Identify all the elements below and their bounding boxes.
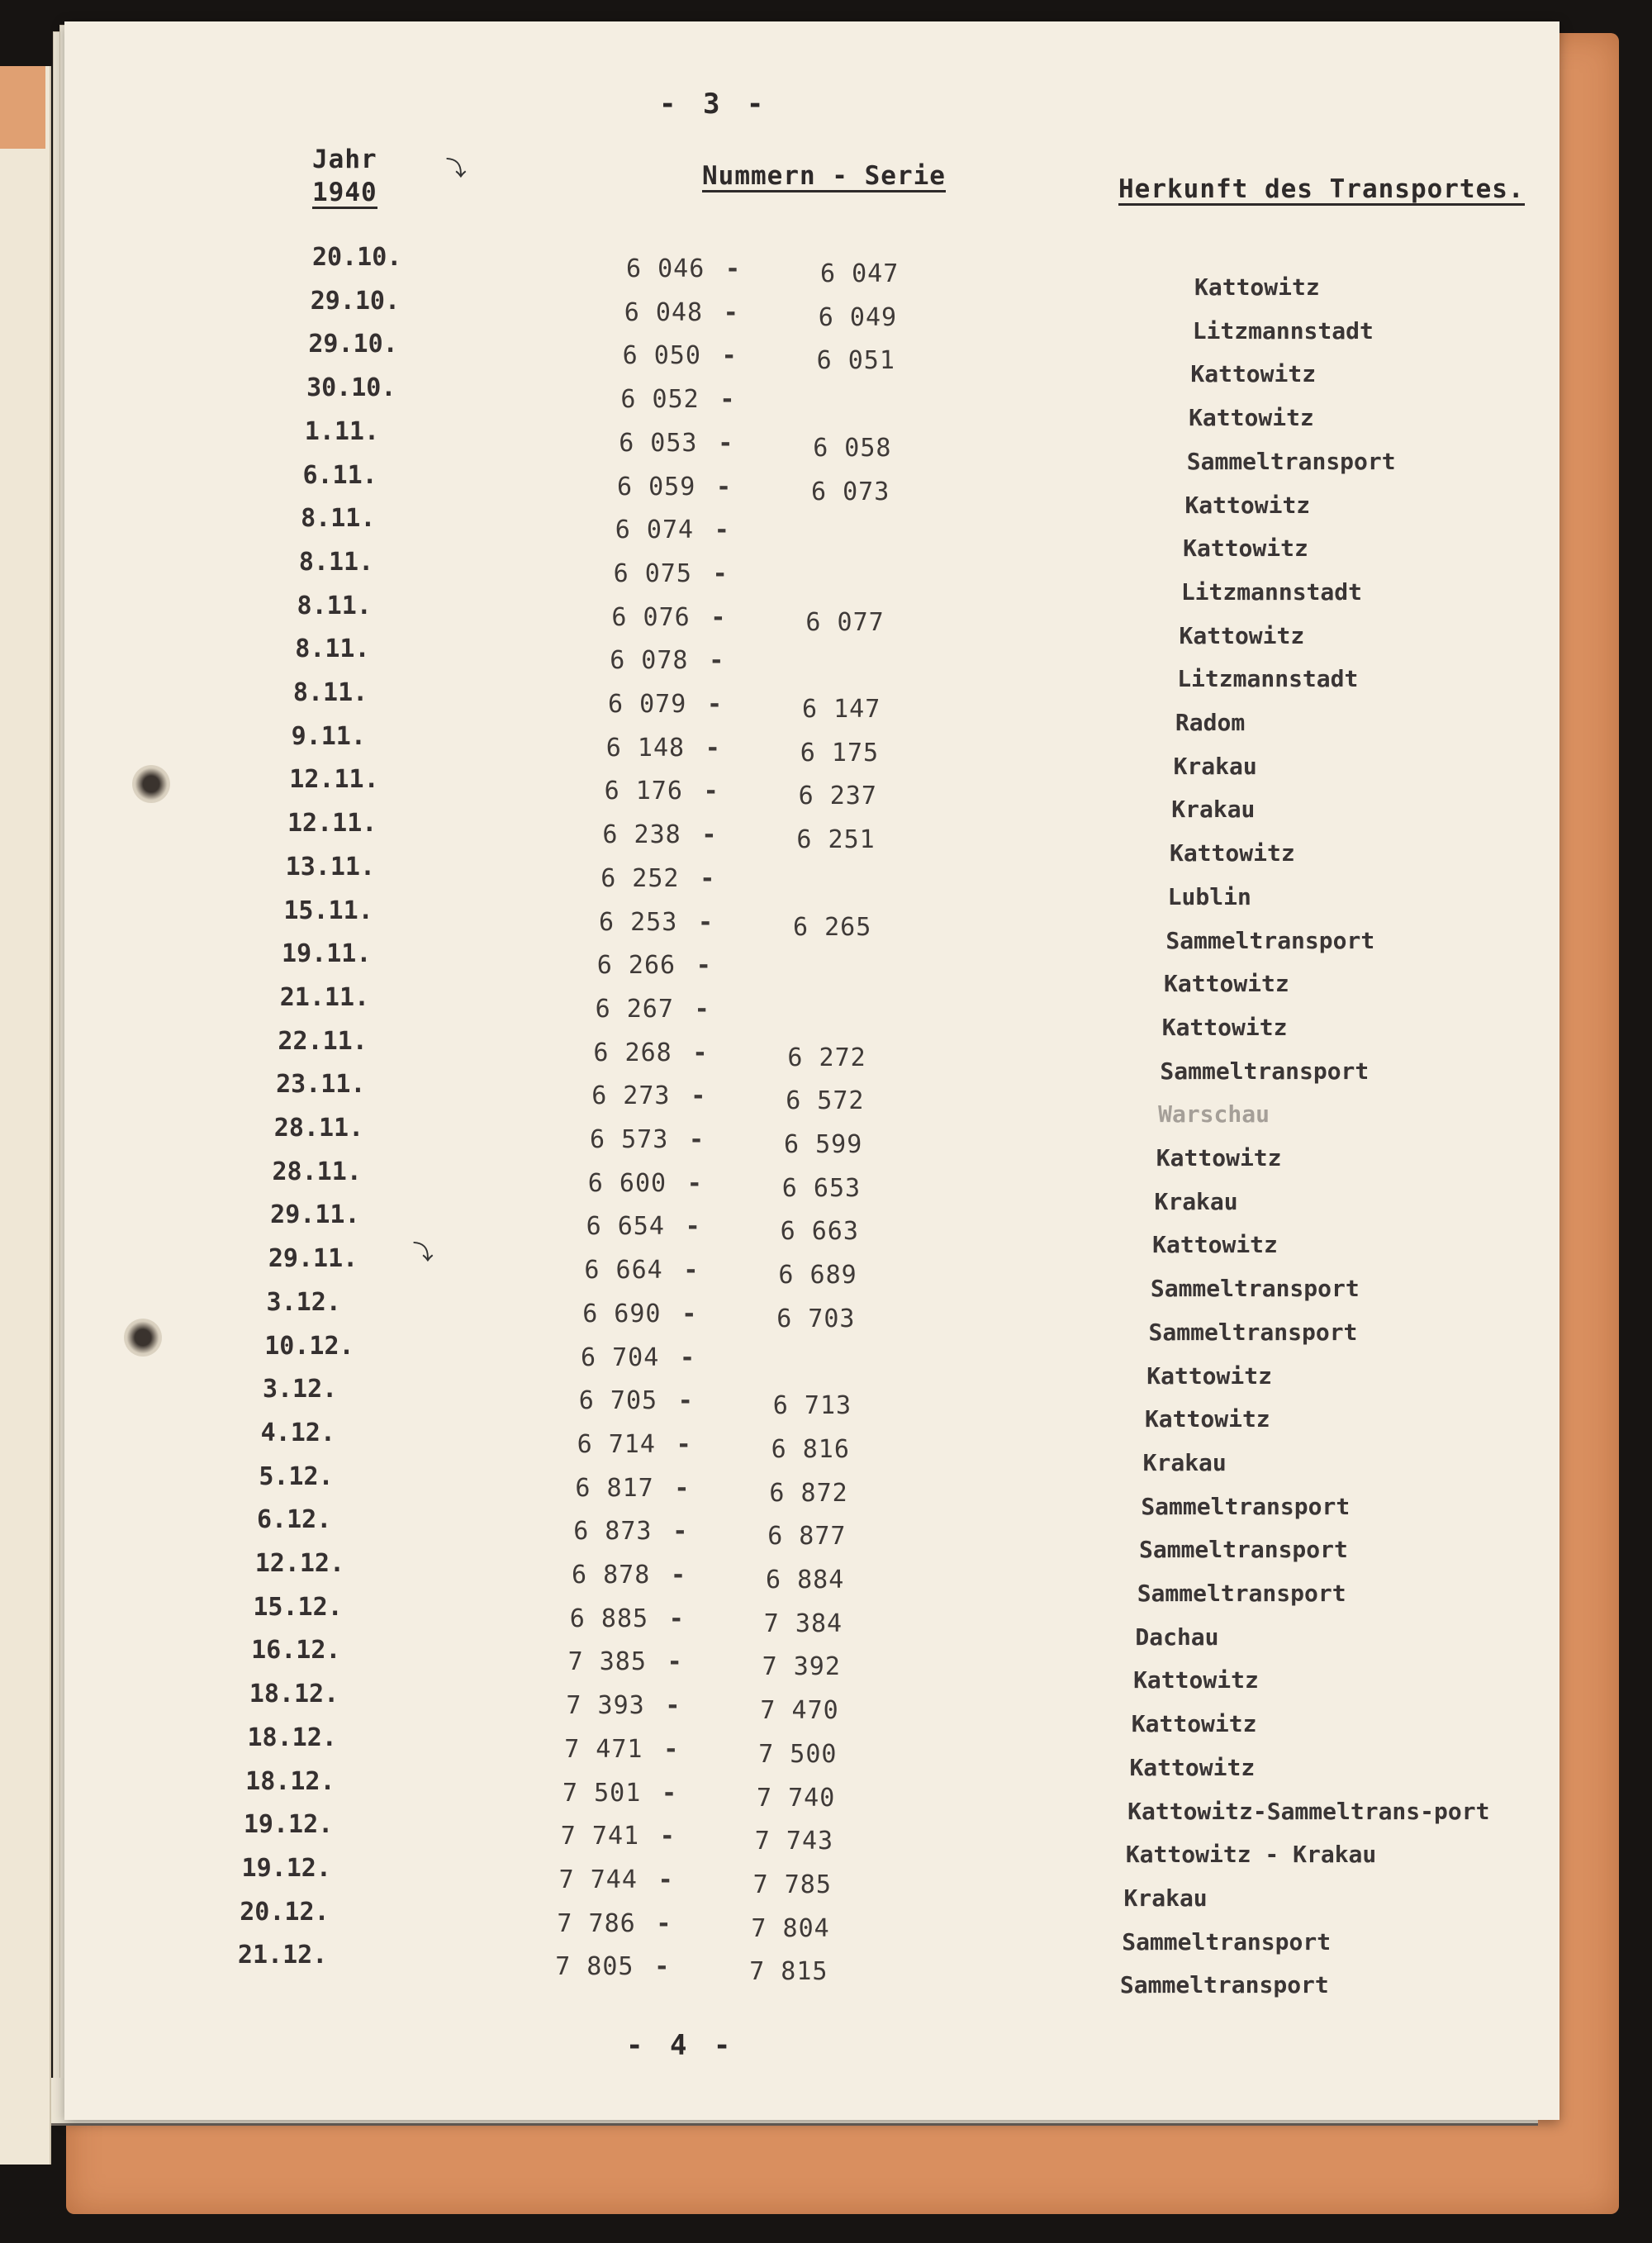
row-series-start: 7 786 <box>557 1908 636 1938</box>
series-header: Nummern - Serie <box>702 162 946 192</box>
row-origin: Sammeltransport <box>1165 926 1375 954</box>
row-origin: Kattowitz - Krakau <box>1125 1841 1377 1869</box>
row-series-end: 7 804 <box>751 1913 830 1943</box>
row-date: 19.11. <box>282 939 372 969</box>
row-series-end: 6 653 <box>781 1173 862 1203</box>
row-series-dash: - <box>710 602 726 632</box>
row-origin: Warschau <box>1158 1100 1270 1129</box>
row-origin: Kattowitz <box>1164 970 1289 998</box>
row-date: 8.11. <box>292 678 368 707</box>
row-series-dash: - <box>683 1256 699 1285</box>
row-origin: Kattowitz <box>1190 360 1317 388</box>
row-date: 9.11. <box>291 721 366 751</box>
row-series-start: 6 050 <box>622 341 701 371</box>
year-value-header: 1940 <box>312 178 377 209</box>
row-origin: Litzmannstadt <box>1180 577 1362 606</box>
row-origin: Kattowitz <box>1144 1405 1270 1433</box>
row-origin: Sammeltransport <box>1148 1318 1358 1346</box>
row-series-start: 7 741 <box>560 1822 640 1851</box>
row-origin: Kattowitz <box>1152 1231 1278 1259</box>
row-series-start: 6 714 <box>577 1429 656 1459</box>
row-origin: Kattowitz <box>1161 1013 1288 1041</box>
row-series-dash: - <box>671 1561 686 1590</box>
row-series-start: 6 078 <box>610 646 689 676</box>
row-date: 13.11. <box>285 852 376 882</box>
row-series-start: 6 052 <box>620 385 700 415</box>
row-series-end: 6 713 <box>772 1391 852 1421</box>
pencil-mark: ⤵ <box>446 157 466 180</box>
row-date: 16.12. <box>251 1636 341 1666</box>
row-series-end: 7 384 <box>763 1609 843 1638</box>
row-series-start: 6 048 <box>624 297 704 327</box>
row-origin: Kattowitz <box>1189 404 1314 432</box>
row-date: 28.11. <box>273 1114 364 1143</box>
row-date: 12.12. <box>254 1549 345 1578</box>
row-series-end: 6 073 <box>811 477 890 506</box>
row-series-dash: - <box>681 1299 697 1328</box>
row-origin: Kattowitz <box>1146 1361 1272 1390</box>
row-date: 3.12. <box>262 1375 338 1404</box>
row-series-dash: - <box>714 516 729 545</box>
row-origin: Kattowitz <box>1129 1753 1256 1781</box>
row-series-dash: - <box>719 385 735 415</box>
row-series-start: 7 744 <box>558 1865 638 1894</box>
row-series-start: 6 704 <box>581 1342 660 1372</box>
row-series-start: 6 059 <box>617 472 696 501</box>
row-series-dash: - <box>694 994 710 1024</box>
row-origin: Kattowitz <box>1156 1144 1282 1171</box>
row-series-end: 7 500 <box>758 1739 838 1769</box>
document-page <box>64 21 1559 2120</box>
row-series-dash: - <box>659 1822 675 1851</box>
row-date: 29.11. <box>268 1244 358 1274</box>
row-date: 21.12. <box>237 1941 328 1970</box>
row-series-dash: - <box>677 1386 693 1416</box>
row-series-end: 6 877 <box>767 1522 847 1552</box>
row-series-start: 7 393 <box>566 1691 645 1721</box>
row-origin: Kattowitz <box>1169 839 1295 867</box>
row-series-dash: - <box>695 951 711 981</box>
row-date: 8.11. <box>297 591 372 620</box>
row-series-start: 6 817 <box>575 1473 654 1503</box>
row-date: 29.10. <box>310 286 401 316</box>
row-date: 21.11. <box>279 982 370 1012</box>
row-series-dash: - <box>725 254 741 283</box>
row-date: 6.12. <box>257 1505 332 1535</box>
row-series-end: 6 051 <box>816 346 895 376</box>
origin-header: Herkunft des Transportes. <box>1118 175 1525 206</box>
row-series-end: 6 058 <box>813 433 892 463</box>
row-date: 28.11. <box>272 1157 362 1186</box>
row-date: 23.11. <box>276 1070 366 1100</box>
row-series-dash: - <box>700 863 715 893</box>
row-series-dash: - <box>676 1429 691 1459</box>
row-origin: Dachau <box>1135 1623 1219 1651</box>
punch-hole <box>132 765 170 803</box>
row-date: 29.10. <box>308 330 398 359</box>
row-series-end: 6 872 <box>769 1478 848 1508</box>
row-date: 8.11. <box>298 547 374 577</box>
page-number-bottom: - 4 - <box>626 2029 736 2062</box>
row-date: 19.12. <box>241 1853 331 1883</box>
row-series-dash: - <box>705 733 720 763</box>
row-series-start: 6 873 <box>573 1517 653 1547</box>
row-series-end: 6 251 <box>796 825 876 855</box>
row-date: 20.10. <box>312 243 402 272</box>
row-series-end: 6 047 <box>820 259 900 288</box>
row-series-end: 6 265 <box>793 912 872 942</box>
row-origin: Sammeltransport <box>1141 1492 1351 1520</box>
row-series-dash: - <box>716 472 732 501</box>
row-origin: Kattowitz <box>1194 273 1320 301</box>
row-series-dash: - <box>668 1604 684 1633</box>
row-origin: Sammeltransport <box>1122 1927 1332 1955</box>
row-series-end: 7 470 <box>760 1696 839 1726</box>
row-series-start: 6 046 <box>626 254 705 283</box>
row-origin: Krakau <box>1154 1187 1238 1215</box>
row-date: 3.12. <box>266 1287 341 1317</box>
row-date: 8.11. <box>295 634 370 664</box>
row-series-dash: - <box>654 1952 670 1982</box>
row-series-end: 6 572 <box>786 1086 865 1116</box>
row-series-dash: - <box>692 1038 708 1067</box>
row-origin: Krakau <box>1123 1884 1208 1912</box>
row-series-start: 7 501 <box>563 1778 642 1808</box>
row-series-dash: - <box>686 1168 702 1198</box>
row-series-end: 7 743 <box>754 1827 834 1856</box>
row-series-start: 6 273 <box>591 1081 671 1111</box>
row-date: 20.12. <box>240 1897 330 1927</box>
row-series-dash: - <box>691 1081 706 1111</box>
row-series-end: 6 689 <box>778 1261 857 1290</box>
row-series-start: 6 664 <box>584 1256 663 1285</box>
row-origin: Sammeltransport <box>1186 447 1396 475</box>
punch-hole <box>124 1319 162 1357</box>
row-origin: Lublin <box>1167 882 1251 910</box>
row-origin: Sammeltransport <box>1160 1057 1370 1085</box>
row-series-start: 6 266 <box>596 951 676 981</box>
row-series-start: 6 600 <box>587 1168 667 1198</box>
row-series-end: 6 272 <box>787 1043 866 1072</box>
row-series-end: 7 785 <box>752 1870 832 1899</box>
row-date: 15.12. <box>253 1592 343 1622</box>
folder-tab <box>0 66 45 149</box>
row-series-start: 6 573 <box>590 1125 669 1154</box>
row-date: 12.11. <box>287 809 377 839</box>
row-series-start: 6 075 <box>613 558 692 588</box>
row-series-dash: - <box>718 428 733 458</box>
year-label-header: Jahr <box>312 145 377 174</box>
row-series-start: 6 885 <box>569 1604 649 1633</box>
row-series-dash: - <box>685 1212 700 1242</box>
page-number-top: - 3 - <box>659 88 769 121</box>
row-date: 22.11. <box>278 1026 368 1056</box>
row-series-end: 6 147 <box>802 695 881 724</box>
row-series-dash: - <box>667 1647 682 1677</box>
row-origin: Litzmannstadt <box>1177 665 1359 693</box>
row-origin: Kattowitz <box>1184 491 1311 519</box>
row-series-end: 6 663 <box>780 1217 859 1247</box>
row-date: 19.12. <box>243 1810 334 1840</box>
row-series-start: 6 079 <box>608 690 687 719</box>
row-date: 18.12. <box>245 1766 335 1796</box>
row-date: 6.11. <box>302 460 377 490</box>
row-series-dash: - <box>663 1734 679 1764</box>
row-series-end: 6 599 <box>784 1130 863 1159</box>
row-series-end: 7 392 <box>762 1652 841 1682</box>
row-series-end: 6 884 <box>766 1566 845 1594</box>
row-series-dash: - <box>721 341 737 371</box>
row-origin: Litzmannstadt <box>1192 316 1374 345</box>
row-series-dash: - <box>698 907 714 937</box>
row-series-end: 7 815 <box>749 1957 828 1987</box>
row-series-start: 6 252 <box>601 863 680 893</box>
row-date: 15.11. <box>283 896 373 925</box>
row-series-dash: - <box>656 1908 672 1938</box>
row-series-start: 6 878 <box>572 1561 651 1590</box>
row-series-start: 6 053 <box>619 428 698 458</box>
row-series-dash: - <box>701 820 717 850</box>
row-series-start: 7 805 <box>555 1952 634 1982</box>
row-series-end: 6 237 <box>798 782 877 811</box>
row-series-dash: - <box>680 1342 695 1372</box>
row-series-start: 7 471 <box>564 1734 643 1764</box>
row-date: 18.12. <box>249 1680 339 1709</box>
row-series-dash: - <box>709 646 724 676</box>
row-origin: Sammeltransport <box>1137 1580 1346 1607</box>
row-series-end: 6 703 <box>776 1304 856 1333</box>
row-series-dash: - <box>657 1865 673 1894</box>
row-origin: Sammeltransport <box>1119 1971 1329 1999</box>
row-series-dash: - <box>665 1691 681 1721</box>
row-date: 1.11. <box>304 416 380 446</box>
row-origin: Kattowitz <box>1183 535 1308 563</box>
row-origin: Radom <box>1175 709 1246 736</box>
row-origin: Kattowitz-Sammeltrans-port <box>1127 1797 1490 1825</box>
row-date: 8.11. <box>301 504 376 534</box>
row-date: 4.12. <box>260 1418 335 1447</box>
row-series-end: 6 077 <box>805 607 885 637</box>
row-series-start: 6 176 <box>604 777 683 806</box>
row-origin: Kattowitz <box>1131 1710 1257 1738</box>
row-date: 5.12. <box>259 1461 334 1491</box>
row-series-start: 6 076 <box>611 602 691 632</box>
row-date: 29.11. <box>270 1200 360 1230</box>
row-series-start: 6 148 <box>605 733 686 763</box>
row-origin: Sammeltransport <box>1150 1275 1360 1303</box>
row-date: 30.10. <box>306 373 396 403</box>
row-date: 10.12. <box>264 1331 354 1361</box>
row-origin: Krakau <box>1171 796 1256 824</box>
row-origin: Sammeltransport <box>1139 1536 1348 1564</box>
previous-page-edge <box>0 66 51 2165</box>
row-origin: Kattowitz <box>1179 621 1305 649</box>
row-series-start: 6 705 <box>578 1386 658 1416</box>
row-series-start: 6 253 <box>599 907 678 937</box>
row-date: 18.12. <box>247 1723 337 1752</box>
row-series-start: 6 074 <box>615 516 695 545</box>
row-series-dash: - <box>723 297 738 327</box>
row-series-dash: - <box>689 1125 705 1154</box>
row-series-start: 6 654 <box>586 1212 665 1242</box>
row-series-dash: - <box>707 690 723 719</box>
row-series-start: 6 238 <box>602 820 681 850</box>
row-series-start: 6 690 <box>582 1299 662 1328</box>
row-origin: Krakau <box>1173 752 1257 780</box>
row-series-start: 7 385 <box>567 1647 647 1677</box>
row-series-end: 6 816 <box>771 1434 850 1464</box>
row-origin: Krakau <box>1142 1448 1227 1476</box>
row-series-dash: - <box>712 558 728 588</box>
row-series-dash: - <box>674 1473 690 1503</box>
row-series-dash: - <box>703 777 719 806</box>
row-series-start: 6 268 <box>593 1038 672 1067</box>
row-series-end: 6 049 <box>818 302 898 332</box>
row-series-start: 6 267 <box>595 994 674 1024</box>
row-series-end: 7 740 <box>757 1783 836 1813</box>
row-series-dash: - <box>672 1517 688 1547</box>
row-series-dash: - <box>662 1778 677 1808</box>
row-series-end: 6 175 <box>800 738 880 767</box>
row-date: 12.11. <box>289 765 379 795</box>
row-origin: Kattowitz <box>1133 1666 1259 1694</box>
pencil-mark: ⤵ <box>413 1241 433 1264</box>
